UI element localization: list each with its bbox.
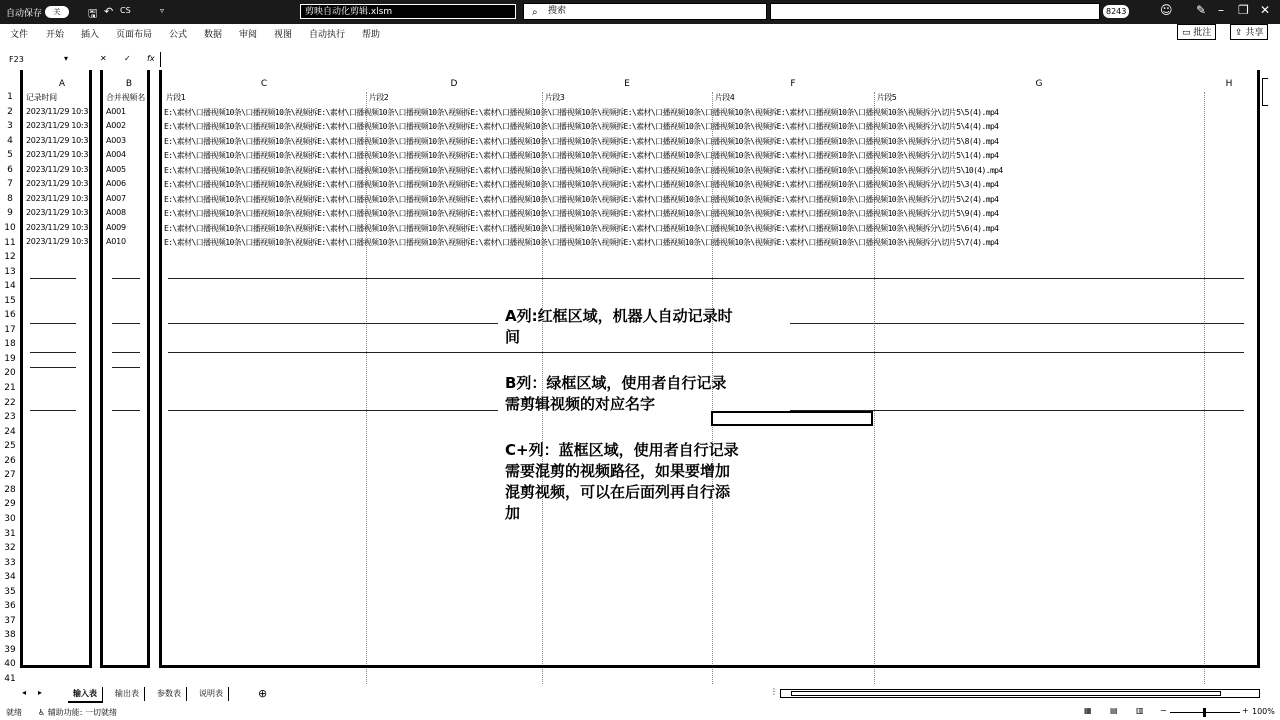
quick-access-text: CS: [120, 6, 131, 15]
frame-column-b: [100, 70, 150, 668]
share-icon: ⇪: [1235, 28, 1243, 38]
column-header-a[interactable]: A: [58, 79, 66, 89]
row-number[interactable]: 33: [4, 557, 16, 568]
cell-record-time[interactable]: 2023/11/29 10:3: [26, 237, 89, 247]
note-a-line2: 间: [505, 328, 521, 346]
function-icon[interactable]: fx: [147, 54, 155, 63]
row-number[interactable]: 31: [4, 528, 16, 539]
menu-bar: [0, 24, 1280, 44]
row-number[interactable]: 26: [4, 455, 16, 466]
search-placeholder: 搜索: [548, 6, 567, 16]
share-label: 共享: [1245, 28, 1264, 38]
row-number[interactable]: 39: [4, 644, 16, 655]
cell-clip-paths[interactable]: E:\素材\口播视频10条\口播视频10条\视频拆E:\素材\口播视频10条\口播视频10条\视频拆E:\素材\口播视频10条\口播视频10条\视频拆E:\素材\口播视频10条\口播视频10条\视频拆E:\素材\口播视频10条\口播视频10条\视频拆分\切片5\2(4).mp4: [164, 194, 999, 204]
note-c-line3: 混剪视频，可以在后面列再自行添: [505, 483, 731, 501]
cell-record-time[interactable]: 2023/11/29 10:3: [26, 135, 89, 145]
menu-view[interactable]: 视图: [274, 30, 293, 40]
cell-record-time[interactable]: 2023/11/29 10:3: [26, 121, 89, 131]
row-number[interactable]: 25: [4, 441, 16, 452]
header-cell-e[interactable]: 片段3: [545, 93, 565, 102]
cell-clip-paths[interactable]: E:\素材\口播视频10条\口播视频10条\视频拆E:\素材\口播视频10条\口播视频10条\视频拆E:\素材\口播视频10条\口播视频10条\视频拆E:\素材\口播视频10条\口播视频10条\视频拆E:\素材\口播视频10条\口播视频10条\视频拆分\切片5\9(4).mp4: [164, 209, 999, 219]
note-b-line1: B列：绿框区域，使用者自行记录: [505, 374, 727, 392]
menu-review[interactable]: 审阅: [239, 30, 258, 40]
row-number[interactable]: 20: [4, 368, 16, 379]
status-bar: [0, 704, 1280, 720]
row-number[interactable]: 17: [4, 324, 16, 335]
sheet-tab-help[interactable]: 说明表: [194, 687, 229, 701]
cell-clip-paths[interactable]: E:\素材\口播视频10条\口播视频10条\视频拆E:\素材\口播视频10条\口播视频10条\视频拆E:\素材\口播视频10条\口播视频10条\视频拆E:\素材\口播视频10条\口播视频10条\视频拆E:\素材\口播视频10条\口播视频10条\视频拆分\切片5\3(4).mp4: [164, 180, 999, 190]
note-b-line2: 需剪辑视频的对应名字: [505, 395, 656, 413]
coins-badge[interactable]: 8243: [1103, 5, 1129, 18]
share-button[interactable]: [1230, 24, 1268, 40]
row-number[interactable]: 41: [4, 674, 16, 684]
search-box[interactable]: [523, 3, 767, 20]
page-layout-view-icon[interactable]: ▤: [1110, 706, 1118, 715]
zoom-out-icon[interactable]: −: [1160, 706, 1167, 715]
menu-data[interactable]: 数据: [204, 30, 223, 40]
add-sheet-icon[interactable]: ⊕: [258, 687, 268, 700]
accessibility-status[interactable]: [38, 707, 117, 718]
column-header-g[interactable]: G: [1035, 79, 1043, 89]
row-number[interactable]: 40: [4, 659, 16, 670]
row-number[interactable]: 11: [4, 237, 16, 248]
cell-video-name[interactable]: A009: [106, 222, 126, 232]
cell-clip-paths[interactable]: E:\素材\口播视频10条\口播视频10条\视频拆E:\素材\口播视频10条\口播视频10条\视频拆E:\素材\口播视频10条\口播视频10条\视频拆E:\素材\口播视频10条\口播视频10条\视频拆E:\素材\口播视频10条\口播视频10条\视频拆分\切片5\4(4).mp4: [164, 122, 999, 132]
title-blank-area: [770, 3, 1100, 20]
row-number[interactable]: 27: [4, 470, 16, 481]
account-icon[interactable]: ☺: [1160, 3, 1173, 17]
formula-input[interactable]: [160, 52, 1271, 67]
column-header-f[interactable]: F: [790, 79, 796, 89]
row-number[interactable]: 2: [7, 106, 13, 117]
page-break-view-icon[interactable]: ▥: [1136, 706, 1144, 715]
header-cell-g[interactable]: 片段5: [877, 93, 897, 102]
cell-video-name[interactable]: A001: [106, 106, 126, 116]
row-number[interactable]: 1: [7, 92, 13, 102]
cell-record-time[interactable]: 2023/11/29 10:3: [26, 179, 89, 189]
row-number[interactable]: 19: [4, 353, 16, 364]
sheet-tab-input[interactable]: 输入表: [68, 687, 103, 703]
formula-bar: [0, 52, 1280, 68]
tab-splitter-icon[interactable]: ⋮: [770, 687, 778, 696]
cell-video-name[interactable]: A004: [106, 150, 126, 160]
row-number[interactable]: 9: [7, 208, 13, 219]
menu-automate[interactable]: 自动执行: [309, 30, 346, 40]
row-number[interactable]: 15: [4, 295, 16, 306]
frame-column-a: [20, 70, 92, 668]
cell-clip-paths[interactable]: E:\素材\口播视频10条\口播视频10条\视频拆E:\素材\口播视频10条\口播视频10条\视频拆E:\素材\口播视频10条\口播视频10条\视频拆E:\素材\口播视频10条\口播视频10条\视频拆E:\素材\口播视频10条\口播视频10条\视频拆分\切片5\5(4).mp4: [164, 107, 999, 117]
row-number[interactable]: 5: [7, 150, 13, 161]
column-header-h[interactable]: H: [1225, 79, 1233, 89]
comments-button[interactable]: [1177, 24, 1216, 40]
spreadsheet-grid[interactable]: [0, 70, 1268, 686]
row-number[interactable]: 22: [4, 397, 16, 408]
search-icon: ⌕: [532, 7, 538, 18]
zoom-slider-handle[interactable]: [1203, 708, 1206, 717]
row-number[interactable]: 28: [4, 484, 16, 495]
comment-icon: ▭: [1182, 28, 1191, 38]
cell-video-name[interactable]: A007: [106, 193, 126, 203]
autosave-toggle[interactable]: [6, 5, 69, 19]
column-header-b[interactable]: B: [125, 79, 133, 89]
note-a-line1: A列:红框区域，机器人自动记录时: [505, 307, 733, 325]
column-header-e[interactable]: E: [624, 79, 630, 89]
row-number[interactable]: 21: [4, 383, 16, 393]
menu-home[interactable]: 开始: [46, 30, 65, 40]
pen-icon[interactable]: ✎: [1196, 3, 1207, 17]
save-icon[interactable]: 🖫: [88, 7, 98, 20]
row-number[interactable]: 29: [4, 499, 16, 510]
cell-video-name[interactable]: A006: [106, 179, 126, 189]
header-cell-b[interactable]: 合并视频名: [106, 93, 145, 102]
row-number[interactable]: 7: [7, 179, 13, 190]
comments-label: 批注: [1193, 28, 1212, 38]
menu-insert[interactable]: 插入: [81, 30, 100, 40]
horizontal-scrollbar-thumb[interactable]: [791, 691, 1221, 696]
row-number[interactable]: 6: [7, 164, 13, 175]
column-header-c[interactable]: C: [260, 79, 268, 89]
accessibility-label: 辅助功能: 一切就绪: [47, 708, 117, 717]
close-icon[interactable]: ✕: [1260, 3, 1271, 17]
file-name[interactable]: 剪映自动化剪辑.xlsm: [300, 4, 516, 19]
prev-sheet-icon[interactable]: ◂: [22, 688, 27, 697]
sheet-tab-bar: [0, 686, 1280, 702]
row-number[interactable]: 32: [4, 543, 16, 554]
header-cell-d[interactable]: 片段2: [369, 93, 389, 102]
cell-video-name[interactable]: A010: [106, 237, 126, 247]
row-number[interactable]: 24: [4, 426, 16, 437]
next-sheet-icon[interactable]: ▸: [38, 688, 43, 697]
note-c-line2: 需要混剪的视频路径，如果要增加: [505, 462, 731, 480]
accessibility-icon: ♿: [38, 708, 46, 717]
status-ready: 就绪: [6, 708, 22, 717]
row-number[interactable]: 18: [4, 339, 16, 350]
normal-view-icon[interactable]: ▦: [1084, 706, 1092, 715]
cell-record-time[interactable]: 2023/11/29 10:3: [26, 208, 89, 218]
row-number[interactable]: 16: [4, 310, 16, 321]
menu-formulas[interactable]: 公式: [169, 30, 188, 40]
zoom-level[interactable]: 100%: [1252, 707, 1275, 716]
cancel-icon[interactable]: ✕: [100, 54, 107, 63]
restore-icon[interactable]: ❐: [1238, 3, 1249, 17]
autosave-switch[interactable]: 关: [45, 6, 69, 18]
frame-columns-c-plus: [159, 70, 1260, 668]
row-number[interactable]: 23: [4, 412, 16, 423]
header-cell-f[interactable]: 片段4: [715, 93, 735, 102]
row-number[interactable]: 8: [7, 193, 13, 204]
minimize-icon[interactable]: –: [1218, 3, 1224, 17]
sheet-tab-output[interactable]: 输出表: [110, 687, 145, 701]
row-number[interactable]: 30: [4, 513, 16, 524]
undo-icon[interactable]: ↶: [104, 5, 114, 18]
row-number[interactable]: 36: [4, 601, 16, 612]
row-number[interactable]: 10: [4, 222, 16, 233]
row-number[interactable]: 37: [4, 615, 16, 626]
name-box[interactable]: F23: [9, 55, 24, 64]
cell-clip-paths[interactable]: E:\素材\口播视频10条\口播视频10条\视频拆E:\素材\口播视频10条\口播视频10条\视频拆E:\素材\口播视频10条\口播视频10条\视频拆E:\素材\口播视频10条\口播视频10条\视频拆E:\素材\口播视频10条\口播视频10条\视频拆分\切片5\6(4).mp4: [164, 223, 999, 233]
autosave-label: 自动保存: [6, 8, 43, 19]
sheet-tab-params[interactable]: 参数表: [152, 687, 187, 701]
zoom-in-icon[interactable]: +: [1242, 706, 1249, 715]
menu-file[interactable]: 文件: [10, 30, 29, 40]
cell-clip-paths[interactable]: E:\素材\口播视频10条\口播视频10条\视频拆E:\素材\口播视频10条\口播视频10条\视频拆E:\素材\口播视频10条\口播视频10条\视频拆E:\素材\口播视频10条\口播视频10条\视频拆E:\素材\口播视频10条\口播视频10条\视频拆分\切片5\8(4).mp4: [164, 136, 999, 146]
header-cell-a[interactable]: 记录时间: [26, 93, 57, 102]
note-c-line1: C+列：蓝框区域，使用者自行记录: [505, 441, 739, 459]
customize-qat-icon[interactable]: ▿: [160, 6, 165, 15]
row-number[interactable]: 38: [4, 630, 16, 641]
row-number[interactable]: 3: [7, 121, 13, 132]
cell-clip-paths[interactable]: E:\素材\口播视频10条\口播视频10条\视频拆E:\素材\口播视频10条\口播视频10条\视频拆E:\素材\口播视频10条\口播视频10条\视频拆E:\素材\口播视频10条\口播视频10条\视频拆E:\素材\口播视频10条\口播视频10条\视频拆分\切片5\10(4).mp4: [164, 165, 1003, 175]
zoom-slider[interactable]: [1170, 712, 1240, 713]
row-number[interactable]: 14: [4, 281, 16, 292]
cell-record-time[interactable]: 2023/11/29 10:3: [26, 150, 89, 160]
header-cell-c[interactable]: 片段1: [166, 93, 186, 102]
note-c-line4: 加: [505, 504, 521, 522]
row-number[interactable]: 34: [4, 572, 16, 583]
cell-clip-paths[interactable]: E:\素材\口播视频10条\口播视频10条\视频拆E:\素材\口播视频10条\口播视频10条\视频拆E:\素材\口播视频10条\口播视频10条\视频拆E:\素材\口播视频10条\口播视频10条\视频拆E:\素材\口播视频10条\口播视频10条\视频拆分\切片5\1(4).mp4: [164, 151, 999, 161]
cell-record-time[interactable]: 2023/11/29 10:3: [26, 164, 89, 174]
name-box-dropdown-icon[interactable]: ▾: [64, 54, 69, 63]
cell-video-name[interactable]: A008: [106, 208, 126, 218]
column-header-d[interactable]: D: [450, 79, 458, 89]
title-bar: [0, 0, 1280, 24]
cell-video-name[interactable]: A005: [106, 164, 126, 174]
row-number[interactable]: 4: [7, 135, 13, 146]
menu-page-layout[interactable]: 页面布局: [116, 30, 153, 40]
menu-help[interactable]: 帮助: [362, 30, 381, 40]
row-number[interactable]: 12: [4, 252, 16, 263]
row-number[interactable]: 13: [4, 266, 16, 277]
horizontal-scrollbar[interactable]: [780, 689, 1260, 698]
cell-record-time[interactable]: 2023/11/29 10:3: [26, 193, 89, 203]
cell-video-name[interactable]: A002: [106, 121, 126, 131]
enter-icon[interactable]: ✓: [124, 54, 131, 63]
cell-clip-paths[interactable]: E:\素材\口播视频10条\口播视频10条\视频拆E:\素材\口播视频10条\口播视频10条\视频拆E:\素材\口播视频10条\口播视频10条\视频拆E:\素材\口播视频10条\口播视频10条\视频拆E:\素材\口播视频10条\口播视频10条\视频拆分\切片5\7(4).mp4: [164, 238, 999, 248]
vertical-scrollbar-thumb[interactable]: [1262, 78, 1268, 106]
cell-record-time[interactable]: 2023/11/29 10:3: [26, 222, 89, 232]
cell-record-time[interactable]: 2023/11/29 10:3: [26, 106, 89, 116]
cell-video-name[interactable]: A003: [106, 135, 126, 145]
row-number[interactable]: 35: [4, 586, 16, 597]
